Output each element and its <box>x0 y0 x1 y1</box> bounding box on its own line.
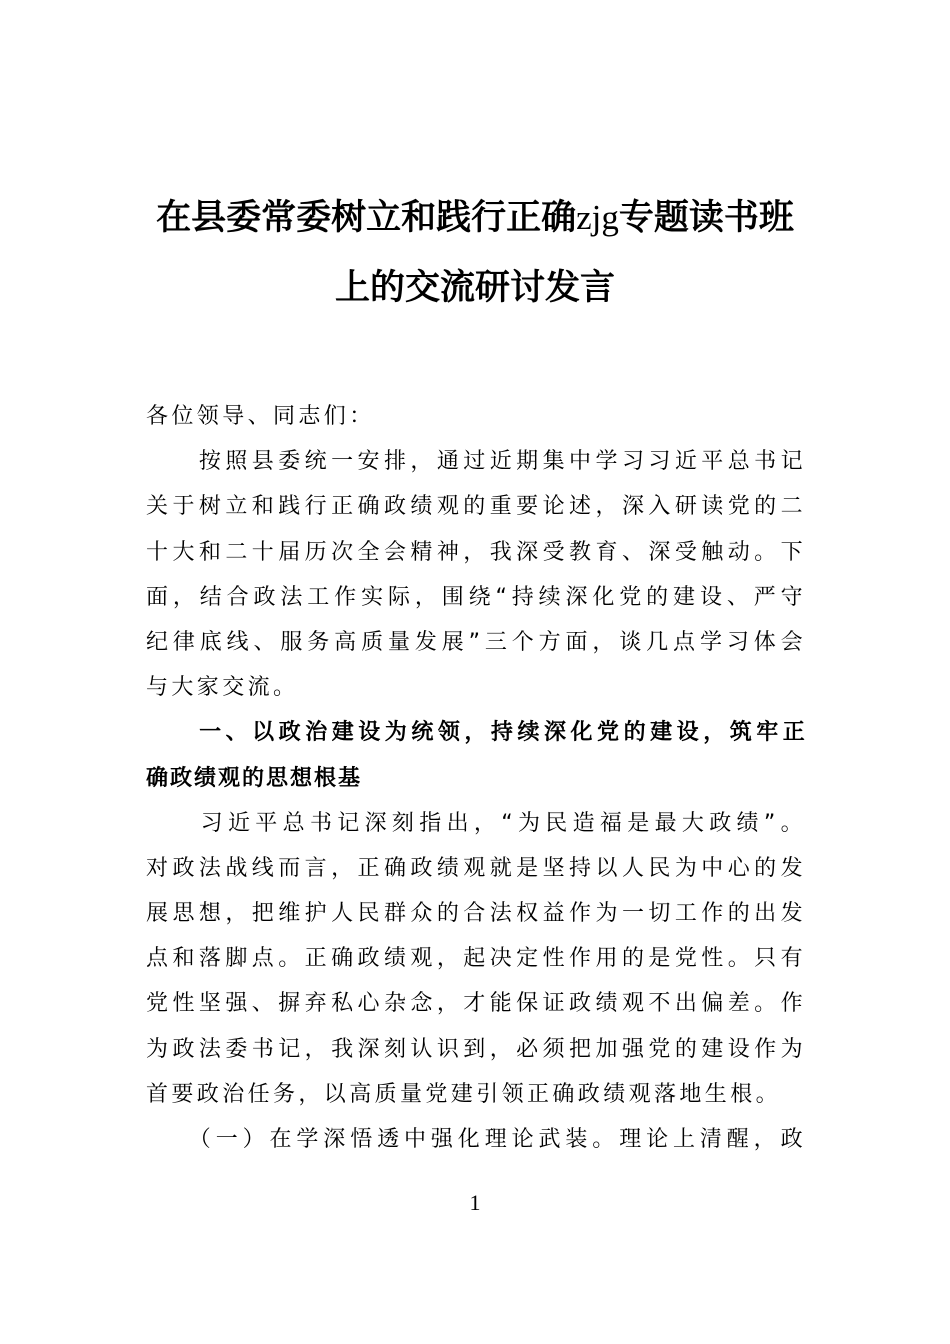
section-heading-1 <box>146 710 806 800</box>
paragraph-1 <box>146 439 806 710</box>
paragraph-3 <box>146 1117 806 1162</box>
paragraph-2-line: 对政法战线而言，正确政绩观就是坚持以人民为中心的发 <box>146 855 806 881</box>
paragraph-2-line: 习近平总书记深刻指出，“为民造福是最大政绩”。 <box>146 810 806 836</box>
document-title-line-2: 上的交流研讨发言 <box>334 267 615 308</box>
paragraph-2-line: 首要政治任务，以高质量党建引领正确政绩观落地生根。 <box>146 1081 782 1107</box>
document-body <box>146 394 806 1162</box>
title-line-1-latin: zjg <box>576 198 619 237</box>
paragraph-2-line: 为政法委书记，我深刻认识到，必须把加强党的建设作为 <box>146 1036 806 1062</box>
paragraph-2 <box>146 801 806 1117</box>
page-number: 1 <box>469 1190 481 1215</box>
paragraph-1-line: 面，结合政法工作实际，围绕“持续深化党的建设、严守 <box>146 584 806 610</box>
paragraph-2-line: 点和落脚点。正确政绩观，起决定性作用的是党性。只有 <box>146 946 806 972</box>
title-line-1-part-a: 在县委常委树立和践行正确 <box>156 197 577 238</box>
paragraph-1-line: 十大和二十届历次全会精神，我深受教育、深受触动。下 <box>146 539 806 565</box>
section-heading-1-line: 确政绩观的思想根基 <box>146 765 363 791</box>
salutation: 各位领导、同志们： <box>146 404 375 429</box>
paragraph-2-line: 党性坚强、摒弃私心杂念，才能保证政绩观不出偏差。作 <box>146 991 806 1017</box>
paragraph-1-line: 按照县委统一安排，通过近期集中学习习近平总书记 <box>146 449 806 475</box>
paragraph-1-line: 关于树立和践行正确政绩观的重要论述，深入研读党的二 <box>146 494 806 520</box>
document-title-line-1 <box>120 198 830 238</box>
paragraph-1-line: 与大家交流。 <box>146 675 299 701</box>
paragraph-1-line: 纪律底线、服务高质量发展”三个方面，谈几点学习体会 <box>146 629 806 655</box>
paragraph-3-line: （一）在学深悟透中强化理论武装。理论上清醒，政 <box>146 1127 806 1152</box>
paragraph-2-line: 展思想，把维护人民群众的合法权益作为一切工作的出发 <box>146 901 806 927</box>
section-heading-1-line: 一、以政治建设为统领，持续深化党的建设，筑牢正 <box>146 720 806 746</box>
title-line-1-part-b: 专题读书班 <box>618 197 794 238</box>
